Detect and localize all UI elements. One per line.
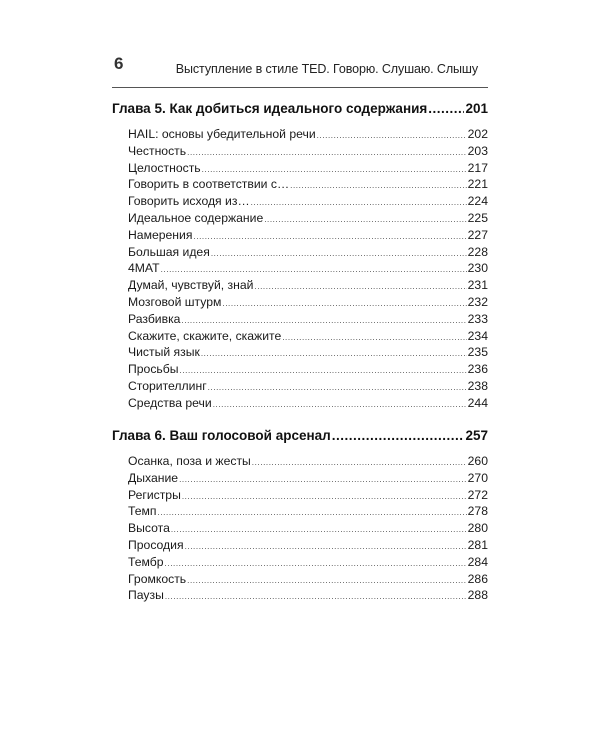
toc-entry-label: Идеальное содержание — [128, 210, 264, 225]
toc-entry[interactable] — [128, 161, 488, 178]
toc-entry-page: 284 — [467, 554, 488, 569]
chapter-page: 201 — [465, 101, 488, 116]
toc-entry-page: 280 — [467, 521, 488, 536]
dot-leader — [208, 379, 467, 393]
toc-entry-label: Осанка, поза и жесты — [128, 454, 251, 468]
dot-leader — [290, 177, 467, 191]
chapter-heading[interactable] — [112, 428, 488, 443]
toc-entry-page: 224 — [467, 194, 488, 209]
toc-entry-label: Большая идея — [128, 244, 210, 259]
toc-entry-label: Средства речи — [128, 395, 212, 410]
toc-entry[interactable] — [128, 454, 488, 471]
toc-entry-page: 260 — [467, 454, 488, 468]
dot-leader — [185, 538, 467, 552]
running-header: Выступление в стиле TED. Говорю. Слушаю. Слышу — [175, 62, 478, 76]
dot-leader — [251, 194, 467, 208]
toc-entry-label: Паузы — [128, 588, 164, 603]
dot-leader — [187, 572, 467, 586]
toc-entry[interactable] — [128, 572, 488, 589]
toc-entry[interactable] — [128, 312, 488, 329]
dot-leader — [428, 101, 464, 116]
dot-leader — [187, 144, 467, 158]
dot-leader — [213, 396, 467, 410]
toc-entry[interactable] — [128, 228, 488, 245]
chapter-title: Глава 5. Как добиться идеального содержания — [112, 101, 428, 116]
dot-leader — [282, 329, 466, 343]
toc-entry[interactable] — [128, 177, 488, 194]
toc-entry[interactable] — [128, 211, 488, 228]
toc-entry[interactable] — [128, 278, 488, 295]
toc-entry[interactable] — [128, 555, 488, 572]
dot-leader — [193, 228, 466, 242]
toc-entry[interactable] — [128, 194, 488, 211]
dot-leader — [180, 362, 467, 376]
toc-entry-label: Говорить исходя из… — [128, 194, 250, 209]
toc-entry-label: Говорить в соответствии с… — [128, 177, 290, 192]
toc-entry-label: Намерения — [128, 227, 193, 242]
toc-entry[interactable] — [128, 362, 488, 379]
toc-entry-label: Громкость — [128, 571, 187, 586]
dot-leader — [222, 295, 466, 309]
dot-leader — [317, 127, 467, 141]
toc-entry-label: Чистый язык — [128, 345, 200, 360]
toc-entry-label: Разбивка — [128, 311, 181, 326]
toc-entry-page: 272 — [467, 487, 488, 502]
toc-entry-page: 236 — [467, 362, 488, 377]
toc-entry-label: Темп — [128, 504, 157, 519]
toc-entry-label: Высота — [128, 521, 170, 536]
toc-entry[interactable] — [128, 144, 488, 161]
toc-entry-page: 227 — [467, 227, 488, 242]
toc-entry[interactable] — [128, 345, 488, 362]
toc-entry-label: HAIL: основы убедительной речи — [128, 127, 316, 141]
toc-entry-page: 232 — [467, 294, 488, 309]
toc-entry[interactable] — [128, 127, 488, 144]
toc-entry-label: Регистры — [128, 487, 181, 502]
toc-entry-page: 202 — [467, 127, 488, 141]
toc-entry[interactable] — [128, 538, 488, 555]
toc-entry-label: Тембр — [128, 554, 164, 569]
toc-entry-page: 278 — [467, 504, 488, 519]
dot-leader — [165, 588, 467, 602]
toc-entry-page: 288 — [467, 588, 488, 603]
toc-entry[interactable] — [128, 261, 488, 278]
toc-list — [128, 127, 488, 413]
toc-entry[interactable] — [128, 504, 488, 521]
toc-entry[interactable] — [128, 329, 488, 346]
toc-list — [128, 454, 488, 605]
dot-leader — [181, 312, 466, 326]
toc-entry[interactable] — [128, 396, 488, 413]
toc-entry-page: 203 — [467, 143, 488, 158]
toc-entry-page: 281 — [467, 537, 488, 552]
toc-entry[interactable] — [128, 488, 488, 505]
dot-leader — [161, 261, 467, 275]
toc-entry-page: 231 — [467, 278, 488, 293]
dot-leader — [211, 245, 467, 259]
toc-entry-label: Дыхание — [128, 470, 179, 485]
toc-entry-page: 228 — [467, 244, 488, 259]
toc-entry[interactable] — [128, 379, 488, 396]
toc-entry-page: 225 — [467, 210, 488, 225]
dot-leader — [165, 555, 467, 569]
dot-leader — [264, 211, 466, 225]
toc-entry[interactable] — [128, 521, 488, 538]
toc-entry-label: Мозговой штурм — [128, 294, 222, 309]
toc-entry-page: 244 — [467, 395, 488, 410]
dot-leader — [252, 454, 467, 468]
dot-leader — [254, 278, 466, 292]
header-rule — [112, 87, 488, 88]
toc-entry-label: Просьбы — [128, 362, 179, 377]
chapter-title: Глава 6. Ваш голосовой арсенал — [112, 428, 331, 443]
dot-leader — [201, 345, 467, 359]
toc-entry-page: 221 — [467, 177, 488, 192]
toc-entry-label: Целостность — [128, 160, 201, 175]
toc-entry[interactable] — [128, 588, 488, 605]
toc-entry-page: 230 — [467, 261, 488, 276]
toc-entry-label: Честность — [128, 143, 187, 158]
chapter-heading[interactable] — [112, 101, 488, 116]
dot-leader — [332, 428, 465, 443]
toc-entry-page: 235 — [467, 345, 488, 360]
toc-entry[interactable] — [128, 245, 488, 262]
toc-entry-label: Просодия — [128, 537, 184, 552]
toc-entry-label: Сторителлинг — [128, 378, 207, 393]
dot-leader — [179, 471, 467, 485]
dot-leader — [182, 488, 467, 502]
dot-leader — [202, 161, 467, 175]
toc-entry-label: Думай, чувствуй, знай — [128, 278, 254, 293]
toc-entry-label: 4MAT — [128, 261, 160, 276]
toc-entry-page: 233 — [467, 311, 488, 326]
chapter-page: 257 — [465, 428, 488, 443]
toc-entry-page: 286 — [467, 571, 488, 586]
dot-leader — [158, 504, 467, 518]
toc-entry-label: Скажите, скажите, скажите — [128, 328, 282, 343]
toc-entry[interactable] — [128, 471, 488, 488]
toc-entry-page: 270 — [467, 470, 488, 485]
toc-entry-page: 217 — [467, 160, 488, 175]
toc-entry-page: 238 — [467, 378, 488, 393]
toc-entry-page: 234 — [467, 328, 488, 343]
page-number: 6 — [114, 54, 124, 73]
dot-leader — [171, 521, 467, 535]
toc-entry[interactable] — [128, 295, 488, 312]
